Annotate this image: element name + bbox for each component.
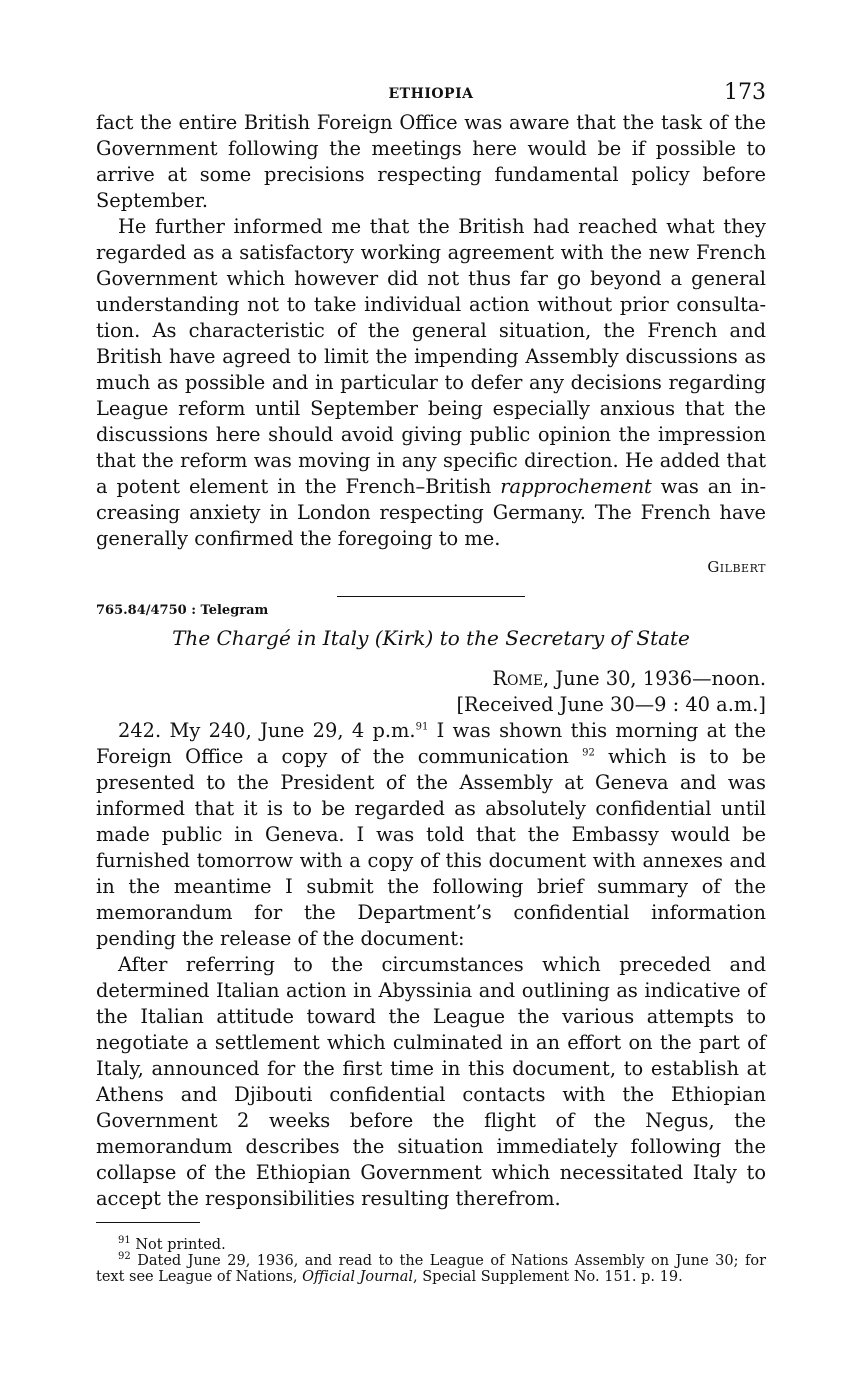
- footnote-divider: [96, 1222, 200, 1223]
- body-paragraph-1: fact the entire British Foreign Office was aware that the task of the Government following the meetings here would be if possible to arrive at some precisions respecting fundamental policy before September.: [96, 111, 766, 212]
- telegram-title: The Chargé in Italy (Kirk) to the Secretary of State: [172, 626, 690, 650]
- footnote-92: [96, 1253, 766, 1285]
- footnote-text: Dated June 29, 1936, and read to the League of Nations Assembly on June 30; for text see League of Nations,: [96, 1253, 766, 1285]
- dateline-place: Rome: [492, 667, 544, 690]
- paragraph-text: was an increasing anxiety in London respecting Germany. The French have generally confirmed the foregoing to me.: [96, 475, 766, 550]
- file-reference: 765.84/4750 : Telegram: [96, 603, 269, 618]
- footnote-91: [96, 1237, 766, 1253]
- section-divider: [337, 596, 525, 597]
- footnotes: [96, 1237, 766, 1285]
- running-head: [96, 76, 766, 110]
- dateline: [96, 666, 766, 692]
- received-line: [Received June 30—9 : 40 a.m.]: [456, 693, 766, 716]
- signature: Gilbert: [707, 558, 766, 576]
- italic-term: rapprochement: [500, 475, 652, 498]
- dateline-date: , June 30, 1936—noon.: [543, 667, 766, 690]
- paragraph-text: 242. My 240, June 29, 4 p.m.: [118, 719, 416, 742]
- paragraph-text: which is to be presented to the President of the Assembly at Geneva and was informed that it is to be regarded as absolutely confidential until made public in Geneva. I was told that the Embassy would be furnished tomorrow with a copy of this document with annexes and in the meantime I submit the following brief summary of the memorandum for the Department’s confidential information pending the release of the document:: [96, 745, 766, 950]
- footnote-number: 91: [118, 1235, 131, 1247]
- footnote-ref-91[interactable]: 91: [415, 721, 429, 733]
- footnote-text: Not printed.: [135, 1237, 226, 1253]
- footnote-number: 92: [118, 1251, 131, 1263]
- body-paragraph-2: [96, 214, 766, 552]
- paragraph-text: I was shown this morning at the Foreign Office a copy of the communication: [96, 719, 767, 768]
- document-page: [96, 76, 766, 1285]
- running-title: ETHIOPIA: [388, 86, 474, 102]
- telegram-paragraph-1: [96, 718, 766, 952]
- footnote-italic: Official Journal: [302, 1269, 414, 1285]
- page-number: 173: [724, 80, 766, 105]
- telegram-paragraph-2: After referring to the circumstances which preceded and determined Italian action in Abyssinia and outlining as indicative of the Italian attitude toward the League the various attempts to negotiate a settlement which culminated in an effort on the part of Italy, announced for the first time in this document, to establish at Athens and Djibouti confidential contacts with the Ethiopian Government 2 weeks before the flight of the Negus, the memorandum describes the situation immediately following the collapse of the Ethiopian Government which necessitated Italy to accept the responsibilities resulting therefrom.: [96, 953, 766, 1210]
- footnote-text: , Special Supplement No. 151. p. 19.: [413, 1269, 683, 1285]
- footnote-ref-92[interactable]: 92: [582, 747, 595, 759]
- paragraph-text: He further informed me that the British had reached what they regarded as a satisfactory working agreement with the new French Government which however did not thus far go beyond a general understanding not to take individual action without prior consultation. As characteristic of the general situation, the French and British have agreed to limit the impending Assembly discussions as much as possible and in particular to defer any decisions regarding League reform until September being especially anxious that the discussions here should avoid giving public opinion the impression that the reform was moving in any specific direction. He added that a potent element in the French–British: [96, 215, 766, 498]
